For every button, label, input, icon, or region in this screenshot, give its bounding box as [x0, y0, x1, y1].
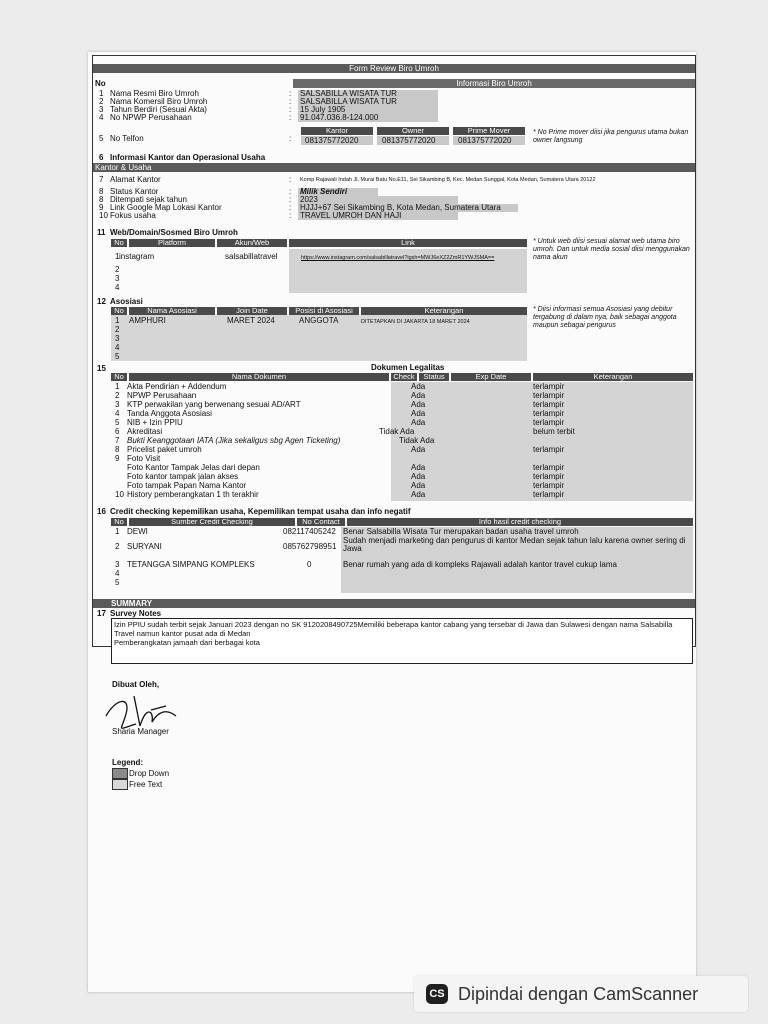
telfon-no: 5 [99, 134, 104, 143]
telfon-label: No Telfon [110, 134, 144, 143]
asosiasi-row-join: MARET 2024 [227, 316, 275, 325]
asosiasi-note: * Diisi informasi semua Asosiasi yang debitur tergabung di dalam nya, baik sebagai anggota maupun sebagai pengurus [533, 306, 677, 329]
credit-row-sumber: SURYANI [127, 542, 162, 551]
survey-notes-text-2: Pemberangkatan jamaah dari berbagai kota [114, 638, 260, 647]
credit-row-contact: 085762798951 [283, 542, 337, 551]
legalitas-row-no: 7 [115, 436, 120, 445]
legalitas-row-check: Ada [411, 490, 426, 499]
legalitas-row-ket: terlampir [533, 400, 565, 409]
credit-row-info: Benar Salsabilla Wisata Tur merupakan badan usaha travel umroh [343, 527, 579, 536]
summary-label: Survey Notes [110, 609, 162, 618]
telfon-note: * No Prime mover diisi jika pengurus utama bukan owner langsung [533, 129, 689, 144]
legalitas-row-check: Ada [411, 400, 426, 409]
legalitas-row-no: 8 [115, 445, 120, 454]
item-label: Tahun Berdiri (Sesuai Akta) [110, 105, 207, 114]
asosiasi-no: 12 [97, 297, 106, 306]
asosiasi-row-ket: DITETAPKAN DI JAKARTA 18 MARET 2024 [361, 319, 470, 325]
legalitas-row-check: Ada [411, 463, 426, 472]
legalitas-row-nama: Akreditasi [127, 427, 163, 436]
legalitas-row-check: Tidak Ada [379, 427, 415, 436]
legalitas-row-check: Tidak Ada [399, 436, 435, 445]
kantor-item-value: Milik Sendiri [300, 187, 348, 196]
legalitas-col-header: No [111, 373, 127, 381]
legalitas-row-nama: Foto Visit [127, 454, 161, 463]
legalitas-row-ket: terlampir [533, 391, 565, 400]
asosiasi-col-header: Keterangan [361, 307, 527, 315]
asosiasi-col-header: Posisi di Asosiasi [289, 307, 359, 315]
asosiasi-col-header: No [111, 307, 127, 315]
camscanner-watermark [414, 976, 748, 1012]
web-row-akun: salsabillatravel [225, 252, 278, 261]
survey-notes-text: Izin PPIU sudah terbit sejak Januari 2023 dengan no SK 9120208490725Memiliki beberapa kantor cabang yang tersebar di Jawa dan Sulawesi dengan nama Salsabilla Travel namun kantor pusat ada di Medan [114, 620, 673, 638]
asosiasi-col-header: Nama Asosiasi [129, 307, 215, 315]
web-row-no: 1 [115, 252, 120, 261]
credit-col-header: Sumber Credit Checking [129, 518, 295, 526]
asosiasi-row-nama: AMPHURI [129, 316, 166, 325]
legalitas-row-ket: terlampir [533, 472, 565, 481]
legalitas-row-no: 5 [115, 418, 120, 427]
legalitas-row-check: Ada [411, 391, 426, 400]
kantor-item-value: HJJJ+67 Sei Sikambing B, Kota Medan, Sumatera Utara [300, 203, 501, 212]
web-col-header: No [111, 239, 127, 247]
kantor-item-colon: : [289, 175, 292, 184]
item-label: No NPWP Perusahaan [110, 113, 192, 122]
legalitas-row-nama: Pricelist paket umroh [127, 445, 202, 454]
asosiasi-row-posisi: ANGGOTA [299, 316, 339, 325]
legalitas-row-nama: Akta Pendirian + Addendum [127, 382, 227, 391]
camscanner-icon: CS [426, 984, 448, 1004]
telfon-kantor: 081375772020 [305, 136, 359, 145]
info-header: Informasi Biro Umroh [293, 79, 695, 88]
legalitas-row-no: 3 [115, 400, 120, 409]
item-no: 1 [99, 89, 104, 98]
kantor-item-no: 8 [99, 187, 104, 196]
legalitas-row-nama: NPWP Perusahaan [127, 391, 197, 400]
kantor-item-label: Link Google Map Lokasi Kantor [110, 203, 222, 212]
legalitas-row-nama: Foto tampak Papan Nama Kantor [127, 481, 247, 490]
legalitas-col-header: Keterangan [533, 373, 693, 381]
item-colon: : [289, 97, 292, 106]
form-title: Form Review Biro Umroh [93, 64, 695, 73]
section6-label: Informasi Kantor dan Operasional Usaha [110, 153, 266, 162]
kantor-header: Kantor & Usaha [93, 163, 695, 172]
legalitas-row-nama: Bukti Keanggotaan IATA (Jika sekaligus sbg Agen Ticketing) [127, 436, 341, 445]
item-label: Nama Resmi Biro Umroh [110, 89, 199, 98]
legalitas-row-nama: Tanda Anggota Asosiasi [127, 409, 212, 418]
credit-row-sumber: TETANGGA SIMPANG KOMPLEKS [127, 560, 255, 569]
credit-row-no: 3 [115, 560, 120, 569]
web-note: * Untuk web diisi sesuai alamat web utama biro umroh. Dan untuk media sosial diisi menggunakan nama akun [533, 238, 690, 261]
legalitas-row-check: Ada [411, 409, 426, 418]
kantor-item-no: 8 [99, 195, 104, 204]
web-row-link: https://www.instagram.com/salsabillatravel?igsh=MWJ6eXZ2ZmR1YWJSMA== [301, 255, 495, 261]
legend-dropdown-swatch [112, 768, 128, 779]
summary-no: 17 [97, 609, 106, 618]
telfon-header-prime: Prime Mover [453, 127, 525, 135]
item-value: SALSABILLA WISATA TUR [300, 97, 397, 106]
no-label: No [95, 79, 106, 88]
kantor-item-no: 7 [99, 175, 104, 184]
legalitas-row-ket: terlampir [533, 382, 565, 391]
credit-row-no: 5 [115, 578, 120, 587]
web-row-no: 3 [115, 274, 120, 283]
web-col-header: Platform [129, 239, 215, 247]
legalitas-row-no: 6 [115, 427, 120, 436]
kantor-item-label: Status Kantor [110, 187, 159, 196]
kantor-item-colon: : [289, 211, 292, 220]
credit-row-info: Benar rumah yang ada di kompleks Rajawali adalah kantor travel cukup lama [343, 560, 617, 569]
web-row-platform: instagram [119, 252, 155, 261]
section6-no: 6 [99, 153, 104, 162]
asosiasi-row-no: 1 [115, 316, 120, 325]
summary-header: SUMMARY [93, 599, 695, 608]
credit-row-no: 2 [115, 542, 120, 551]
kantor-item-label: Ditempati sejak tahun [110, 195, 187, 204]
legalitas-title: Dokumen Legalitas [371, 363, 445, 372]
camscanner-text: Dipindai dengan CamScanner [458, 984, 699, 1004]
credit-row-sumber: DEWI [127, 527, 148, 536]
legalitas-row-ket: terlampir [533, 409, 565, 418]
web-no: 11 [97, 228, 106, 237]
signature-role: Sharia Manager [112, 727, 169, 736]
kantor-item-no: 10 [99, 211, 108, 220]
asosiasi-row-no: 5 [115, 352, 120, 361]
item-colon: : [289, 113, 292, 122]
credit-col-header: Info hasil credit checking [347, 518, 693, 526]
credit-label: Credit checking kepemilikan usaha, Kepemilikan tempat usaha dan info negatif [110, 507, 411, 516]
review-form [92, 55, 696, 647]
legalitas-row-no: 1 [115, 382, 120, 391]
legalitas-row-no: 2 [115, 391, 120, 400]
item-value: 15 July 1905 [300, 105, 346, 114]
legalitas-row-ket: belum terbit [533, 427, 575, 436]
asosiasi-col-header: Join Date [217, 307, 287, 315]
credit-row-no: 4 [115, 569, 120, 578]
item-label: Nama Komersil Biro Umroh [110, 97, 208, 106]
legalitas-row-nama: NIB + Izin PPIU [127, 418, 183, 427]
web-col-header: Akun/Web [217, 239, 287, 247]
legalitas-col-header: Nama Dokumen [129, 373, 389, 381]
legalitas-row-ket: terlampir [533, 463, 565, 472]
legalitas-row-no: 10 [115, 490, 124, 499]
item-no: 3 [99, 105, 104, 114]
web-row-no: 2 [115, 265, 120, 274]
asosiasi-row-no: 2 [115, 325, 120, 334]
kantor-item-label: Fokus usaha [110, 211, 156, 220]
item-value: SALSABILLA WISATA TUR [300, 89, 397, 98]
item-value: 91.047.036.8-124.000 [300, 113, 379, 122]
legalitas-col-header: Exp Date [451, 373, 531, 381]
legalitas-row-ket: terlampir [533, 490, 565, 499]
legalitas-row-check: Ada [411, 472, 426, 481]
kantor-item-value: Komp Rajawali Indah Jl. Murai Batu No.E11, Sei Sikambing B, Kec. Medan Sunggal, Kota Medan, Sumatera Utara 20122 [300, 177, 596, 183]
kantor-item-colon: : [289, 187, 292, 196]
legalitas-row-ket: terlampir [533, 481, 565, 490]
credit-row-contact: 0 [307, 560, 312, 569]
survey-notes-box [111, 618, 693, 664]
item-colon: : [289, 89, 292, 98]
credit-row-info: Sudah menjadi marketing dan pengurus di kantor Medan sejak tahun lalu karena owner sering di Jawa [343, 536, 686, 553]
legalitas-row-ket: terlampir [533, 418, 565, 427]
legend-freetext-swatch [112, 779, 128, 790]
telfon-colon: : [289, 134, 292, 143]
item-no: 2 [99, 97, 104, 106]
telfon-header-owner: Owner [377, 127, 449, 135]
credit-no: 16 [97, 507, 106, 516]
legalitas-row-ket: terlampir [533, 445, 565, 454]
telfon-owner: 081375772020 [382, 136, 436, 145]
credit-row-no: 1 [115, 527, 120, 536]
made-by-label: Dibuat Oleh, [112, 680, 160, 689]
kantor-item-value: TRAVEL UMROH DAN HAJI [300, 211, 402, 220]
asosiasi-label: Asosiasi [110, 297, 143, 306]
kantor-item-no: 9 [99, 203, 104, 212]
item-colon: : [289, 105, 292, 114]
credit-row-contact: 082117405242 [283, 527, 336, 536]
web-row-no: 4 [115, 283, 120, 292]
asosiasi-row-no: 4 [115, 343, 120, 352]
credit-col-header: No [111, 518, 127, 526]
legend-freetext-label: Free Text [129, 780, 163, 789]
legalitas-row-nama: Foto Kantor Tampak Jelas dari depan [127, 463, 260, 472]
legalitas-no: 15 [97, 364, 106, 373]
legalitas-row-nama: Foto kantor tampak jalan akses [127, 472, 239, 481]
legend-dropdown-label: Drop Down [129, 769, 170, 778]
kantor-item-colon: : [289, 203, 292, 212]
legalitas-row-nama: KTP perwakilan yang berwenang sesuai AD/ART [127, 400, 301, 409]
web-col-header: Link [289, 239, 527, 247]
item-no: 4 [99, 113, 104, 122]
credit-col-header: No Contact [297, 518, 345, 526]
web-label: Web/Domain/Sosmed Biro Umroh [110, 228, 238, 237]
legalitas-row-no: 9 [115, 454, 120, 463]
telfon-header-kantor: Kantor [301, 127, 373, 135]
legalitas-row-check: Ada [411, 382, 426, 391]
legalitas-row-no: 4 [115, 409, 120, 418]
legalitas-row-nama: History pemberangkatan 1 th terakhir [127, 490, 259, 499]
kantor-item-value: 2023 [300, 195, 318, 204]
kantor-item-colon: : [289, 195, 292, 204]
asosiasi-row-no: 3 [115, 334, 120, 343]
legalitas-col-header: Status [419, 373, 449, 381]
legalitas-row-check: Ada [411, 481, 426, 490]
kantor-item-label: Alamat Kantor [110, 175, 161, 184]
legalitas-col-header: Check [391, 373, 417, 381]
legalitas-row-check: Ada [411, 418, 426, 427]
legalitas-row-check: Ada [411, 445, 426, 454]
telfon-prime: 081375772020 [458, 136, 512, 145]
legend-title: Legend: [112, 758, 144, 767]
